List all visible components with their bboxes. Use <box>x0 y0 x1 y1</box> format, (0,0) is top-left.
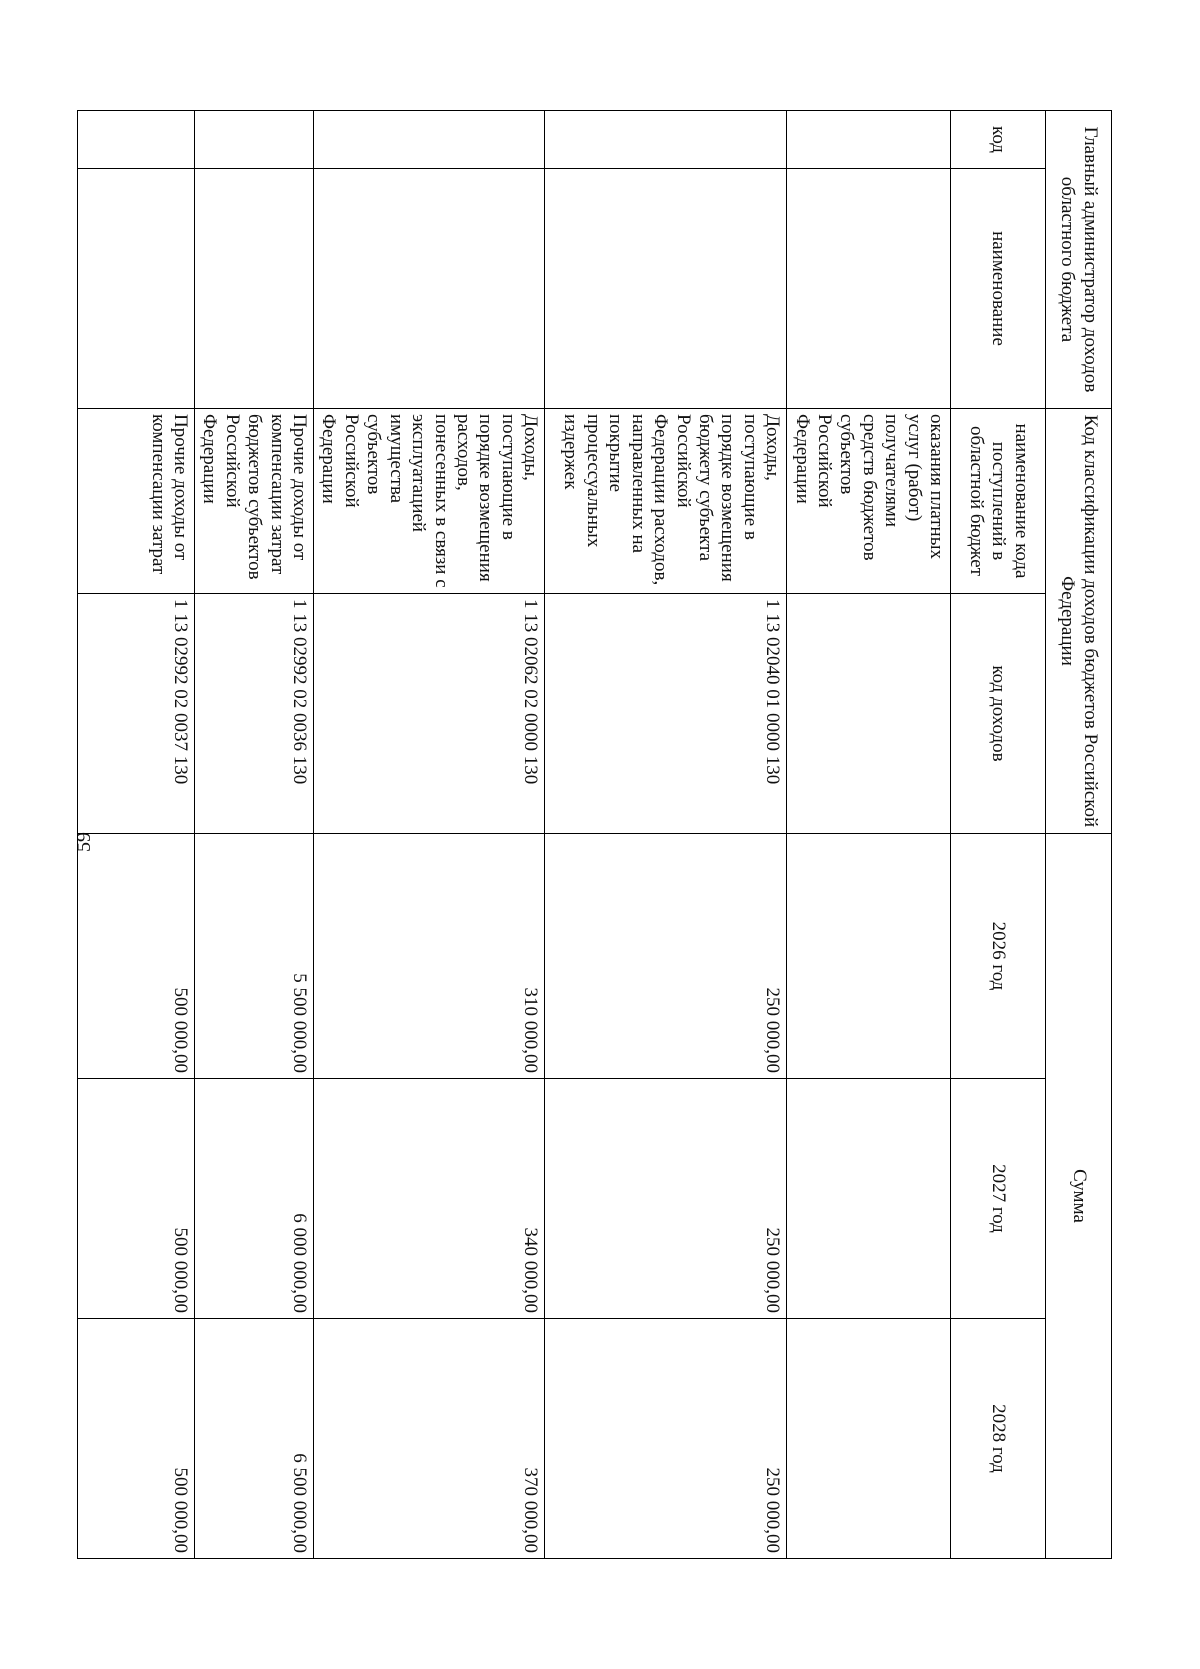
rotated-table-frame <box>147 110 1112 1558</box>
header-admin-code: код <box>951 111 1046 169</box>
income-code-cell: 1 13 02062 02 0000 130 <box>314 594 545 834</box>
table-row <box>314 111 545 1559</box>
admin-code-cell <box>787 111 951 169</box>
header-admin-group: Главный администратор доходов областного бюджета <box>1046 111 1112 409</box>
table-row <box>78 111 195 1559</box>
admin-code-cell <box>545 111 787 169</box>
amount-2026-cell: 310 000,00 <box>314 834 545 1079</box>
income-code-cell: 1 13 02040 01 0000 130 <box>545 594 787 834</box>
admin-name-cell <box>195 169 314 409</box>
amount-2028-cell: 500 000,00 <box>78 1319 195 1559</box>
table-row <box>195 111 314 1559</box>
table-row <box>787 111 951 1559</box>
amount-2027-cell <box>787 1079 951 1319</box>
admin-name-cell <box>314 169 545 409</box>
income-name-cell: Прочие доходы от компенсации затрат <box>78 409 195 594</box>
admin-name-cell <box>545 169 787 409</box>
revenue-table <box>77 110 1112 1559</box>
header-income-name: наименование кода поступлений в областной бюджет <box>951 409 1046 594</box>
amount-2028-cell: 250 000,00 <box>545 1319 787 1559</box>
header-year-2026: 2026 год <box>951 834 1046 1079</box>
income-name-cell: Прочие доходы от компенсации затрат бюджетов субъектов Российской Федерации <box>195 409 314 594</box>
amount-2028-cell <box>787 1319 951 1559</box>
admin-name-cell <box>78 169 195 409</box>
header-year-2027: 2027 год <box>951 1079 1046 1319</box>
admin-code-cell <box>195 111 314 169</box>
page-number: 59 <box>73 832 95 852</box>
amount-2026-cell: 5 500 000,00 <box>195 834 314 1079</box>
amount-2027-cell: 340 000,00 <box>314 1079 545 1319</box>
table-row <box>545 111 787 1559</box>
header-sum-group: Сумма <box>1046 834 1112 1559</box>
amount-2027-cell: 6 000 000,00 <box>195 1079 314 1319</box>
amount-2026-cell <box>787 834 951 1079</box>
amount-2026-cell: 250 000,00 <box>545 834 787 1079</box>
admin-name-cell <box>787 169 951 409</box>
table-container <box>147 110 1112 1558</box>
amount-2028-cell: 370 000,00 <box>314 1319 545 1559</box>
income-code-cell: 1 13 02992 02 0037 130 <box>78 594 195 834</box>
income-name-cell: оказания платных услуг (работ) получателями средств бюджетов субъектов Российской Федерации <box>787 409 951 594</box>
amount-2027-cell: 250 000,00 <box>545 1079 787 1319</box>
header-year-2028: 2028 год <box>951 1319 1046 1559</box>
admin-code-cell <box>78 111 195 169</box>
amount-2027-cell: 500 000,00 <box>78 1079 195 1319</box>
income-name-cell: Доходы, поступающие в порядке возмещения бюджету субъекта Российской Федерации расходов, направленных на покрытие процессуальных издержек <box>545 409 787 594</box>
income-name-cell: Доходы, поступающие в порядке возмещения расходов, понесенных в связи с эксплуатацией имущества субъектов Российской Федерации <box>314 409 545 594</box>
income-code-cell: 1 13 02992 02 0036 130 <box>195 594 314 834</box>
income-code-cell <box>787 594 951 834</box>
amount-2026-cell: 500 000,00 <box>78 834 195 1079</box>
amount-2028-cell: 6 500 000,00 <box>195 1319 314 1559</box>
header-admin-name: наименование <box>951 169 1046 409</box>
admin-code-cell <box>314 111 545 169</box>
header-income-code: код доходов <box>951 594 1046 834</box>
header-classification-group: Код классификации доходов бюджетов Российской Федерации <box>1046 409 1112 834</box>
